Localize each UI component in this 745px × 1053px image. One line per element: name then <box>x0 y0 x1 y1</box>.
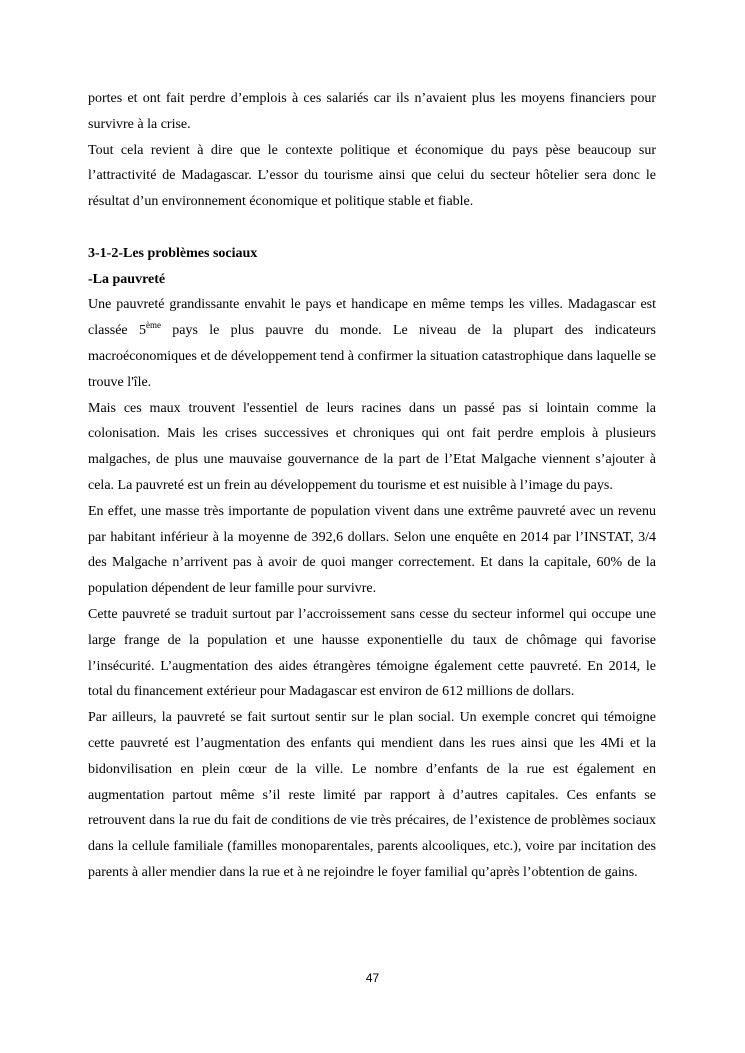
paragraph-poverty-roots: Mais ces maux trouvent l'essentiel de leurs racines dans un passé pas si lointain comme la colonisation. Mais les crises successives et chroniques qui ont fait perdre emplois à plusieurs malgaches, de plus une mauvaise gouvernance de la part de l’Etat Malgache viennent s’ajouter à cela. La pauvreté est un frein au développement du tourisme et est nuisible à l’image du pays. <box>88 400 656 493</box>
paragraph-poverty-social: Par ailleurs, la pauvreté se fait surtout sentir sur le plan social. Un exemple concret qui témoigne cette pauvreté est l’augmentation des enfants qui mendient dans les rues ainsi que les 4Mi et la bidonvilisation en plein cœur de la ville. Le nombre d’enfants de la rue est également en augmentation partout même s’il reste limité par rapport à d’autres capitales. Ces enfants se retrouvent dans la rue du fait de conditions de vie très précaires, de l’existence de problèmes sociaux dans la cellule familiale (familles monoparentales, parents alcooliques, etc.), voire par incitation des parents à aller mendier dans la rue et à ne rejoindre le foyer familial qu’après l’obtention de gains. <box>88 710 656 880</box>
paragraph-crisis-employment: portes et ont fait perdre d’emplois à ces salariés car ils n’avaient plus les moyens financiers pour survivre à la crise. <box>88 91 656 132</box>
paragraph-spacer <box>88 215 656 241</box>
paragraph-poverty-intro <box>88 292 656 395</box>
ordinal-superscript: ème <box>145 320 161 331</box>
subsection-heading: -La pauvreté <box>88 271 166 287</box>
page-number: 47 <box>365 971 380 985</box>
paragraph-poverty-income: En effet, une masse très importante de population vivent dans une extrême pauvreté avec un revenu par habitant inférieur à la moyenne de 392,6 dollars. Selon une enquête en 2014 par l’INSTAT, 3/4 des Malgache n’arrivent pas à avoir de quoi manger correctement. Et dans la capitale, 60% de la population dépendent de leur famille pour survivre. <box>88 503 656 597</box>
paragraph-attractiveness: Tout cela revient à dire que le contexte politique et économique du pays pèse beaucoup sur l’attractivité de Madagascar. L’essor du tourisme ainsi que celui du secteur hôtelier sera donc le résultat d’un environnement économique et politique stable et fiable. <box>88 142 656 210</box>
poverty-intro-start: Une pauvreté grandissante envahit le pays et handicape en même temps les villes. Madagascar est classée 5 <box>88 297 656 339</box>
paragraph-poverty-informal-sector: Cette pauvreté se traduit surtout par l’accroissement sans cesse du secteur informel qui occupe une large frange de la population et une hausse exponentielle du taux de chômage qui favorise l’insécurité. L’augmentation des aides étrangères témoigne également cette pauvreté. En 2014, le total du financement extérieur pour Madagascar est environ de 612 millions de dollars. <box>88 606 656 700</box>
section-heading: 3-1-2-Les problèmes sociaux <box>88 245 258 261</box>
poverty-intro-end: pays le plus pauvre du monde. Le niveau de la plupart des indicateurs macroéconomiques et de développement tend à confirmer la situation catastrophique dans laquelle se trouve l'île. <box>88 323 656 390</box>
page-body <box>88 86 656 886</box>
